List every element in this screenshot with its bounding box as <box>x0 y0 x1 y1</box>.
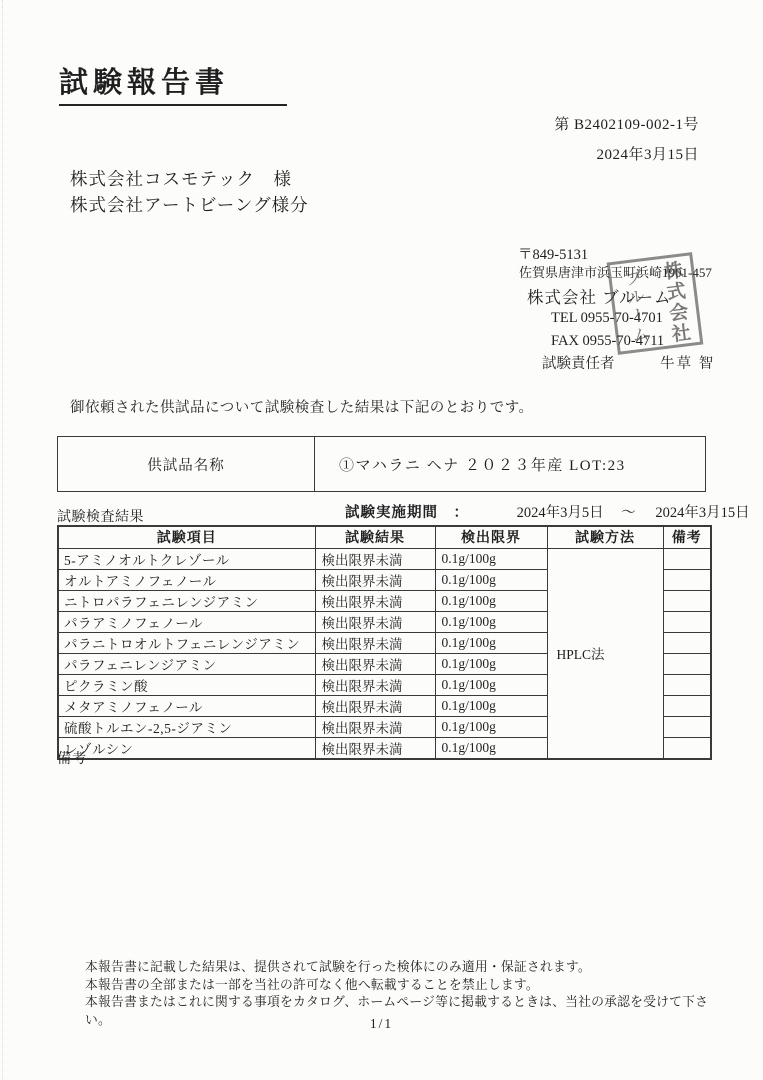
remarks-label: 備考 <box>57 752 87 767</box>
test-result-cell: 検出限界未満 <box>315 653 435 674</box>
detection-limit-cell: 0.1g/100g <box>435 695 547 716</box>
document-number: 第 B2402109-002-1号 <box>554 117 699 133</box>
remarks-cell <box>663 569 711 590</box>
test-period-label: 試験実施期間 ： <box>345 505 469 521</box>
test-result-cell: 検出限界未満 <box>315 674 435 695</box>
detection-limit-cell: 0.1g/100g <box>435 548 547 569</box>
issuer-address: 佐賀県唐津市浜玉町浜崎1901-457 <box>519 265 712 280</box>
sample-value-cell: ①マハラニ ヘナ ２０２３年産 LOT:23 <box>315 437 706 492</box>
test-period-end: 2024年3月15日 <box>655 505 750 521</box>
test-item-cell: パラアミノフェノール <box>58 611 315 632</box>
addressee-line2: 株式会社アートビーング様分 <box>70 195 309 215</box>
remarks-cell <box>663 737 711 759</box>
stamp-text-right: 株式会社 <box>659 259 692 346</box>
detection-limit-cell: 0.1g/100g <box>435 569 547 590</box>
test-result-cell: 検出限界未満 <box>315 716 435 737</box>
test-period-tilde: ～ <box>621 505 636 521</box>
document-meta <box>554 110 699 170</box>
page-title <box>59 60 287 106</box>
test-result-cell: 検出限界未満 <box>315 569 435 590</box>
test-item-cell: ピクラミン酸 <box>58 674 315 695</box>
footer-note-line: 本報告書に記載した結果は、提供されて試験を行った検体にのみ適用・保証されます。 <box>85 960 591 974</box>
sample-name-table <box>57 436 706 492</box>
remarks-cell <box>663 632 711 653</box>
test-result-cell: 検出限界未満 <box>315 590 435 611</box>
test-result-cell: 検出限界未満 <box>315 695 435 716</box>
issuer-tel: TEL 0955-70-4701 <box>551 310 663 326</box>
test-item-cell: パラフェニレンジアミン <box>58 653 315 674</box>
company-seal-stamp <box>607 252 704 355</box>
test-method-cell: HPLC法 <box>547 548 663 759</box>
sample-label-cell: 供試品名称 <box>58 437 315 492</box>
test-item-cell: 硫酸トルエン-2,5-ジアミン <box>58 716 315 737</box>
header-detection-limit: 検出限界 <box>435 526 547 548</box>
test-item-cell: パラニトロオルトフェニレンジアミン <box>58 632 315 653</box>
sample-row <box>58 437 706 492</box>
test-result-cell: 検出限界未満 <box>315 737 435 759</box>
issuer-postal-code: 〒849-5131 <box>518 247 589 263</box>
remarks-cell <box>663 716 711 737</box>
intro-sentence: 御依頼された供試品について試験検査した結果は下記のとおりです。 <box>70 400 534 416</box>
test-result-cell: 検出限界未満 <box>315 548 435 569</box>
remarks-cell <box>663 548 711 569</box>
test-period-line <box>345 501 750 522</box>
remarks-cell <box>663 590 711 611</box>
header-test-result: 試験結果 <box>315 526 435 548</box>
detection-limit-cell: 0.1g/100g <box>435 674 547 695</box>
results-table-body <box>58 548 711 759</box>
remarks-cell <box>663 611 711 632</box>
test-period-start: 2024年3月5日 <box>516 505 604 521</box>
test-result-cell: 検出限界未満 <box>315 611 435 632</box>
header-remarks: 備考 <box>663 526 711 548</box>
header-test-method: 試験方法 <box>547 526 663 548</box>
footer-note-line: 本報告書またはこれに関する事項をカタログ、ホームページ等に掲載するときは、当社の承認を受けて下さい。 <box>85 995 709 1027</box>
responsible-label: 試験責任者 <box>542 356 615 372</box>
detection-limit-cell: 0.1g/100g <box>435 653 547 674</box>
issuer-company: 株式会社 ブルーム <box>527 288 672 307</box>
detection-limit-cell: 0.1g/100g <box>435 716 547 737</box>
page-title-text: 試験報告書 <box>59 60 287 106</box>
scan-artifact-left-edge <box>2 0 3 1080</box>
results-table <box>57 525 712 760</box>
test-item-cell: ニトロパラフェニレンジアミン <box>58 590 315 611</box>
test-item-cell: メタアミノフェノール <box>58 695 315 716</box>
stamp-text-left: ブルーム <box>621 267 651 346</box>
page-number: 1/1 <box>369 1016 394 1031</box>
issuer-fax: FAX 0955-70-4711 <box>551 333 665 349</box>
detection-limit-cell: 0.1g/100g <box>435 590 547 611</box>
test-item-cell: オルトアミノフェノール <box>58 569 315 590</box>
detection-limit-cell: 0.1g/100g <box>435 611 547 632</box>
results-caption: 試験検査結果 <box>57 510 144 525</box>
results-table-header-row <box>58 526 711 548</box>
remarks-cell <box>663 695 711 716</box>
responsible-person-line <box>542 352 715 373</box>
footer-note-line: 本報告書の全部または一部を当社の許可なく他へ転載することを禁止します。 <box>85 977 539 992</box>
detection-limit-cell: 0.1g/100g <box>435 737 547 759</box>
test-item-cell: レゾルシン <box>58 737 315 759</box>
test-result-cell: 検出限界未満 <box>315 632 435 653</box>
detection-limit-cell: 0.1g/100g <box>435 632 547 653</box>
responsible-name: 牛草 智 <box>660 356 716 372</box>
remarks-cell <box>663 674 711 695</box>
remarks-cell <box>663 653 711 674</box>
issue-date: 2024年3月15日 <box>596 147 699 163</box>
addressee-line1: 株式会社コスモテック 様 <box>70 169 292 189</box>
test-item-cell: 5-アミノオルトクレゾール <box>58 548 315 569</box>
addressee-block <box>70 166 309 218</box>
header-test-item: 試験項目 <box>58 526 315 548</box>
table-row <box>58 548 711 569</box>
